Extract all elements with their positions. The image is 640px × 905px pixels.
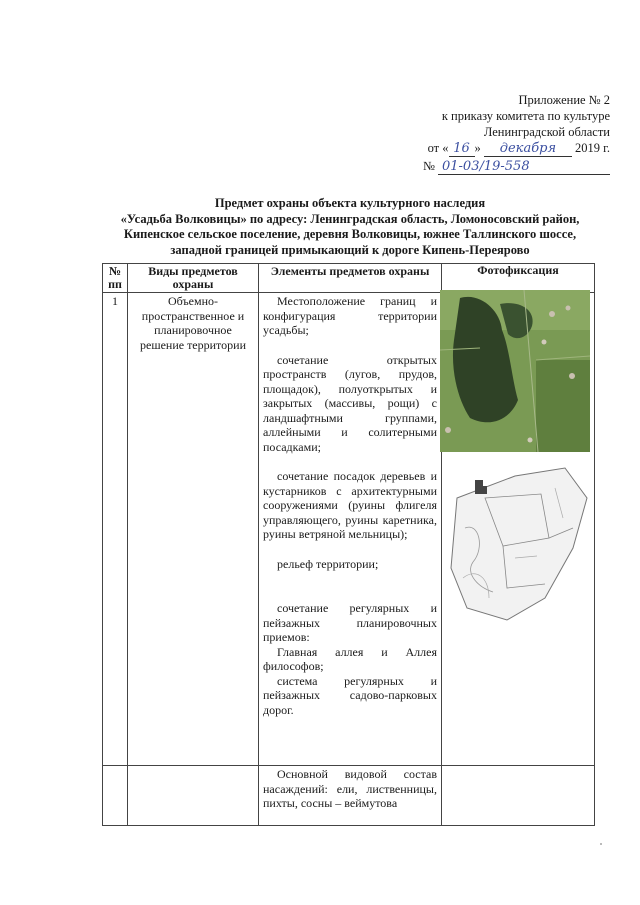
aerial-photo xyxy=(440,290,590,452)
header-types: Виды предметов охраны xyxy=(128,264,259,293)
order-reference: к приказу комитета по культуре xyxy=(441,109,610,123)
element-relief: рельеф территории; xyxy=(277,556,379,571)
park-plan-drawing xyxy=(445,458,595,628)
order-number xyxy=(423,159,610,175)
order-date xyxy=(428,141,610,157)
header-num: № пп xyxy=(103,264,128,293)
table-header-row xyxy=(103,264,595,293)
appendix-label: Приложение № 2 xyxy=(518,93,610,107)
title-line-1: Предмет охраны объекта культурного наследия xyxy=(214,196,486,210)
row2-elements xyxy=(259,766,442,826)
number-value: 01-03/19-558 xyxy=(438,159,610,175)
element-species: Основной видовой состав насаждений: ели, лиственницы, пихты, сосны – веймутова xyxy=(263,767,437,810)
date-day: 16 xyxy=(449,141,475,157)
element-planning-methods: сочетание регулярных и пейзажных планировочных приемов: xyxy=(263,601,437,644)
date-year: 2019 г. xyxy=(575,141,610,155)
row2-type xyxy=(128,766,259,826)
table-row xyxy=(103,766,595,826)
page-mark xyxy=(600,843,602,845)
header-photo: Фотофиксация xyxy=(442,264,595,293)
element-alleys: Главная аллея и Аллея философов; xyxy=(263,644,437,673)
header-elements: Элементы предметов охраны xyxy=(259,264,442,293)
date-mid: » xyxy=(474,141,481,155)
element-roads: система регулярных и пейзажных садово-парковых дорог. xyxy=(263,673,437,717)
element-plantings-architecture: сочетание посадок деревьев и кустарников с архитектурными сооружениями (руины флигеля управляющего, руины каретника, руины ветряной мельницы); xyxy=(263,469,437,541)
date-prefix: от « xyxy=(427,141,449,155)
row1-num: 1 xyxy=(103,293,128,766)
row1-elements xyxy=(259,293,442,766)
element-boundaries: Местоположение границ и конфигурация территории усадьбы; xyxy=(263,294,437,337)
row1-type: Объемно-пространственное и планировочное решение территории xyxy=(128,293,259,766)
document-title xyxy=(100,196,600,258)
row2-photo xyxy=(442,766,595,826)
region-name: Ленинградской области xyxy=(483,125,610,139)
number-prefix: № xyxy=(422,159,435,173)
date-month: декабря xyxy=(484,141,572,157)
element-open-spaces: сочетание открытых пространств (лугов, прудов, площадок), полуоткрытых и закрытых (массивы, рощи) с ландшафтными группами, аллейными и солитерными посадками; xyxy=(263,352,437,454)
title-line-2: «Усадьба Волковицы» по адресу: Ленинградская область, Ломоносовский район, Кипенское сельское поселение, деревня Волковицы, южнее Таллинского шоссе, западной границей примыкающий к дороге Кипень-Переярово xyxy=(120,211,580,257)
row2-num xyxy=(103,766,128,826)
